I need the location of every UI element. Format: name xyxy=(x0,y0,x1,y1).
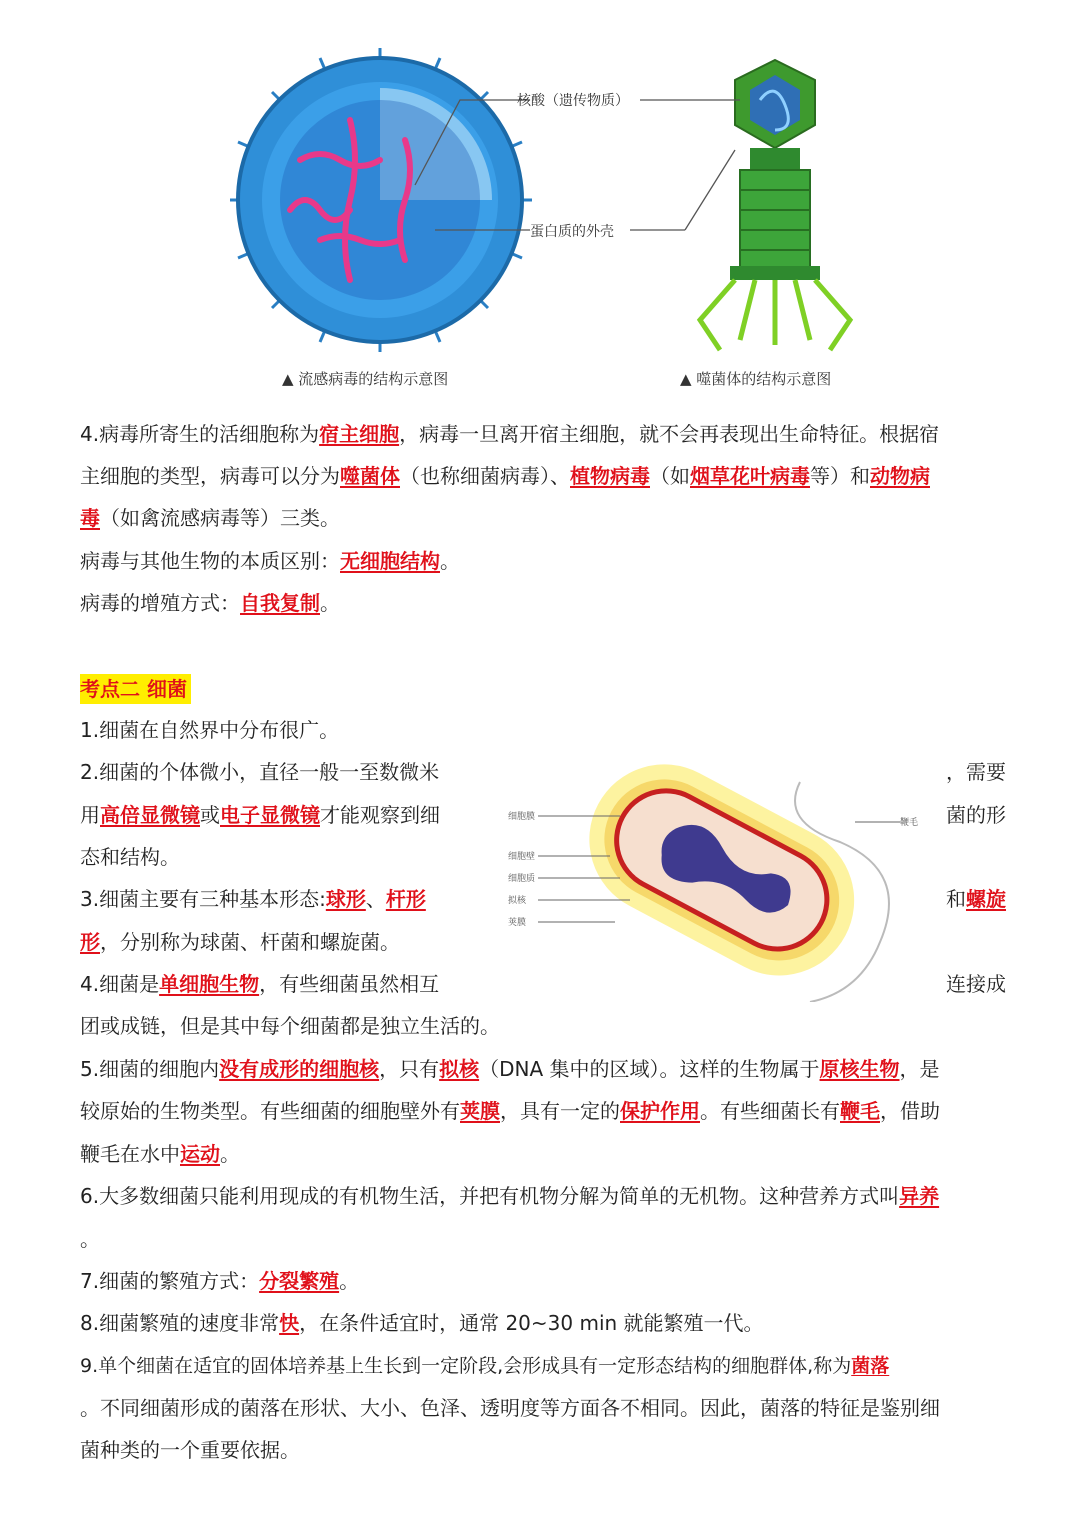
bacteria-p9-line2: 。不同细菌形成的菌落在形状、大小、色泽、透明度等方面各不相同。因此，菌落的特征是鉴别细 xyxy=(80,1396,940,1420)
label-nucleoid: 拟核 xyxy=(508,896,527,906)
bacteria-p4-line1-right: 连接成 xyxy=(946,972,1006,996)
bacteria-p4-line1: 4.细菌是单细胞生物，有些细菌虽然相互 xyxy=(80,972,440,996)
label-nucleic-acid: 核酸（遗传物质） xyxy=(517,93,629,109)
bacteria-p2-line1-right: ，需要 xyxy=(946,760,1006,784)
label-capsule: 荚膜 xyxy=(508,918,527,928)
label-cell-membrane: 细胞膜 xyxy=(508,812,536,822)
virus-difference: 病毒与其他生物的本质区别：无细胞结构。 xyxy=(80,549,460,573)
bacteria-p6-line2: 。 xyxy=(80,1227,100,1251)
bacteria-p5-line2: 较原始的生物类型。有些细菌的细胞壁外有荚膜，具有一定的保护作用。有些细菌长有鞭毛，借助 xyxy=(80,1099,940,1123)
bacterium-illustration xyxy=(563,752,881,1002)
virus-p4-line3: 毒（如禽流感病毒等）三类。 xyxy=(80,506,340,530)
bacteria-p2-line2-right: 菌的形 xyxy=(946,803,1006,827)
bacteria-p9-line1: 9.单个细菌在适宜的固体培养基上生长到一定阶段,会形成具有一定形态结构的细胞群体,称为菌落 xyxy=(80,1355,890,1377)
caption-phage: ▲ 噬菌体的结构示意图 xyxy=(680,370,832,388)
bacteria-p2-line1: 2.细菌的个体微小，直径一般一至数微米 xyxy=(80,760,440,784)
virus-p4-line2: 主细胞的类型，病毒可以分为噬菌体（也称细菌病毒）、植物病毒（如烟草花叶病毒等）和动物病 xyxy=(80,464,930,488)
bacteria-p3-line1: 3.细菌主要有三种基本形态:球形、杆形 xyxy=(80,887,426,911)
section-heading-bacteria: 考点二 细菌 xyxy=(80,674,191,704)
label-flagellum: 鞭毛 xyxy=(900,818,919,828)
bacteria-p9-line3: 菌种类的一个重要依据。 xyxy=(80,1438,300,1462)
bacteria-p5-line1: 5.细菌的细胞内没有成形的细胞核，只有拟核（DNA 集中的区域）。这样的生物属于原核生物，是 xyxy=(80,1057,940,1081)
label-cell-wall: 细胞壁 xyxy=(508,852,536,862)
phage-illustration xyxy=(700,60,850,350)
caption-flu-virus: ▲ 流感病毒的结构示意图 xyxy=(282,370,449,388)
bacteria-p4-line2: 团或成链，但是其中每个细菌都是独立生活的。 xyxy=(80,1014,500,1038)
bacteria-figure xyxy=(500,752,930,1002)
bacteria-p6-line1: 6.大多数细菌只能利用现成的有机物生活，并把有机物分解为简单的无机物。这种营养方式叫异养 xyxy=(80,1184,940,1208)
virus-figure xyxy=(230,40,950,360)
bacteria-p1: 1.细菌在自然界中分布很广。 xyxy=(80,718,340,742)
label-protein-shell: 蛋白质的外壳 xyxy=(530,224,614,240)
bacteria-p3-line2: 形，分别称为球菌、杆菌和螺旋菌。 xyxy=(80,930,400,954)
label-cytoplasm: 细胞质 xyxy=(508,874,536,884)
bacteria-p8: 8.细菌繁殖的速度非常快，在条件适宜时，通常 20~30 min 就能繁殖一代。 xyxy=(80,1311,764,1335)
bacteria-p5-line3: 鞭毛在水中运动。 xyxy=(80,1142,240,1166)
bacteria-p3-line1-right: 和螺旋 xyxy=(946,887,1006,911)
virus-reproduction: 病毒的增殖方式：自我复制。 xyxy=(80,591,340,615)
bacteria-p2-line2: 用高倍显微镜或电子显微镜才能观察到细 xyxy=(80,803,440,827)
virus-p4-line1: 4.病毒所寄生的活细胞称为宿主细胞，病毒一旦离开宿主细胞，就不会再表现出生命特征。根据宿 xyxy=(80,422,940,446)
flu-virus-illustration xyxy=(230,48,532,352)
bacteria-p2-line3: 态和结构。 xyxy=(80,845,180,869)
bacteria-p7: 7.细菌的繁殖方式：分裂繁殖。 xyxy=(80,1269,360,1293)
